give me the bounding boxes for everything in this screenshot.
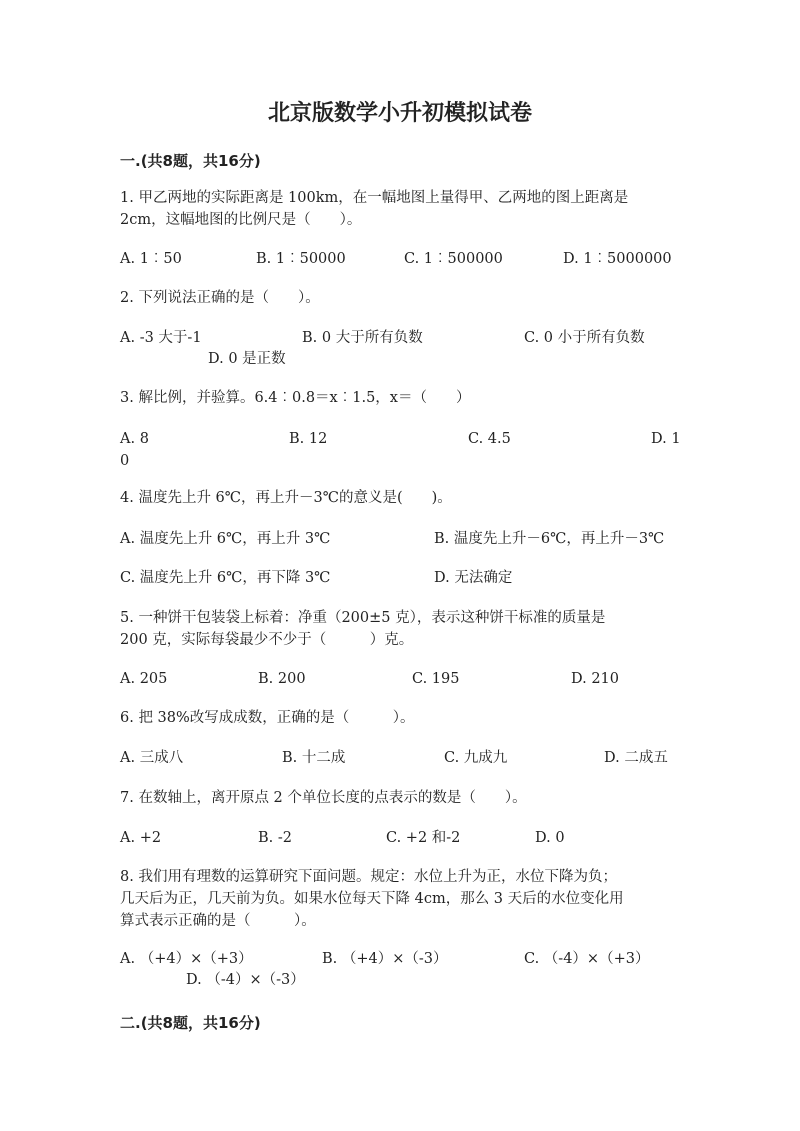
question-1-option-b: B. 1︰50000: [256, 251, 346, 267]
question-7-line-1: 7. 在数轴上，离开原点 2 个单位长度的点表示的数是（ ）。: [120, 790, 527, 806]
question-6-option-a: A. 三成八: [120, 750, 184, 766]
question-4-option-b: B. 温度先上升－6℃，再上升－3℃: [434, 531, 665, 547]
question-1-stem: [120, 187, 680, 231]
question-8-option-d: D. （-4）×（-3）: [186, 972, 305, 988]
question-1-line-1: 1. 甲乙两地的实际距离是 100km，在一幅地图上量得甲、乙两地的图上距离是: [120, 190, 629, 206]
question-3-option-d-wrap: 0: [120, 453, 130, 469]
question-2-stem: [120, 287, 680, 309]
question-6-stem: [120, 707, 680, 729]
question-3-option-c: C. 4.5: [468, 431, 511, 447]
question-8-stem: [120, 866, 680, 932]
question-6-option-c: C. 九成九: [444, 750, 508, 766]
question-6-option-d: D. 二成五: [604, 750, 668, 766]
question-7-option-c: C. +2 和-2: [386, 830, 461, 846]
question-2-option-c: C. 0 小于所有负数: [524, 330, 645, 346]
question-1-line-2: 2cm，这幅地图的比例尺是（ ）。: [120, 212, 362, 228]
question-2-line-1: 2. 下列说法正确的是（ ）。: [120, 290, 320, 306]
question-1-option-c: C. 1︰500000: [404, 251, 503, 267]
question-3-option-d: D. 1: [651, 431, 681, 447]
question-8-option-b: B. （+4）×（-3）: [322, 951, 448, 967]
question-8-line-1: 8. 我们用有理数的运算研究下面问题。规定：水位上升为正，水位下降为负；: [120, 869, 617, 885]
question-4-option-c: C. 温度先上升 6℃，再下降 3℃: [120, 570, 331, 586]
question-5-line-1: 5. 一种饼干包装袋上标着：净重（200±5 克），表示这种饼干标准的质量是: [120, 610, 606, 626]
question-1-option-a: A. 1︰50: [120, 251, 182, 267]
question-6-option-b: B. 十二成: [282, 750, 346, 766]
question-8-option-a: A. （+4）×（+3）: [120, 951, 253, 967]
question-7-stem: [120, 787, 680, 809]
question-5-stem: [120, 607, 680, 651]
question-3-option-a: A. 8: [120, 431, 149, 447]
question-5-option-a: A. 205: [120, 671, 168, 687]
question-1-option-d: D. 1︰5000000: [563, 251, 672, 267]
question-4-line-1: 4. 温度先上升 6℃，再上升－3℃的意义是( )。: [120, 490, 452, 506]
question-8-line-2: 几天后为正，几天前为负。如果水位每天下降 4cm，那么 3 天后的水位变化用: [120, 891, 624, 907]
question-2-option-d: D. 0 是正数: [208, 351, 286, 367]
question-2-option-b: B. 0 大于所有负数: [302, 330, 423, 346]
question-4-option-d: D. 无法确定: [434, 570, 513, 586]
question-5-option-c: C. 195: [412, 671, 460, 687]
question-5-line-2: 200 克，实际每袋最少不少于（ ）克。: [120, 632, 414, 648]
question-7-option-d: D. 0: [535, 830, 565, 846]
section-heading-1: 一.(共8题，共16分): [120, 152, 261, 170]
question-3-stem: [120, 387, 680, 409]
question-5-option-b: B. 200: [258, 671, 306, 687]
question-7-option-b: B. -2: [258, 830, 292, 846]
page-title: 北京版数学小升初模拟试卷: [267, 101, 532, 126]
question-3-line-1: 3. 解比例，并验算。6.4︰0.8＝x︰1.5，x＝（ ）: [120, 390, 471, 406]
question-6-line-1: 6. 把 38%改写成成数，正确的是（ ）。: [120, 710, 415, 726]
question-3-option-b: B. 12: [289, 431, 328, 447]
section-heading-2: 二.(共8题，共16分): [120, 1014, 261, 1032]
question-5-option-d: D. 210: [571, 671, 620, 687]
question-4-option-a: A. 温度先上升 6℃，再上升 3℃: [120, 531, 331, 547]
question-4-stem: [120, 487, 680, 509]
question-2-option-a: A. -3 大于-1: [120, 330, 202, 346]
question-8-line-3: 算式表示正确的是（ ）。: [120, 913, 316, 929]
question-7-option-a: A. +2: [120, 830, 162, 846]
question-8-option-c: C. （-4）×（+3）: [524, 951, 650, 967]
